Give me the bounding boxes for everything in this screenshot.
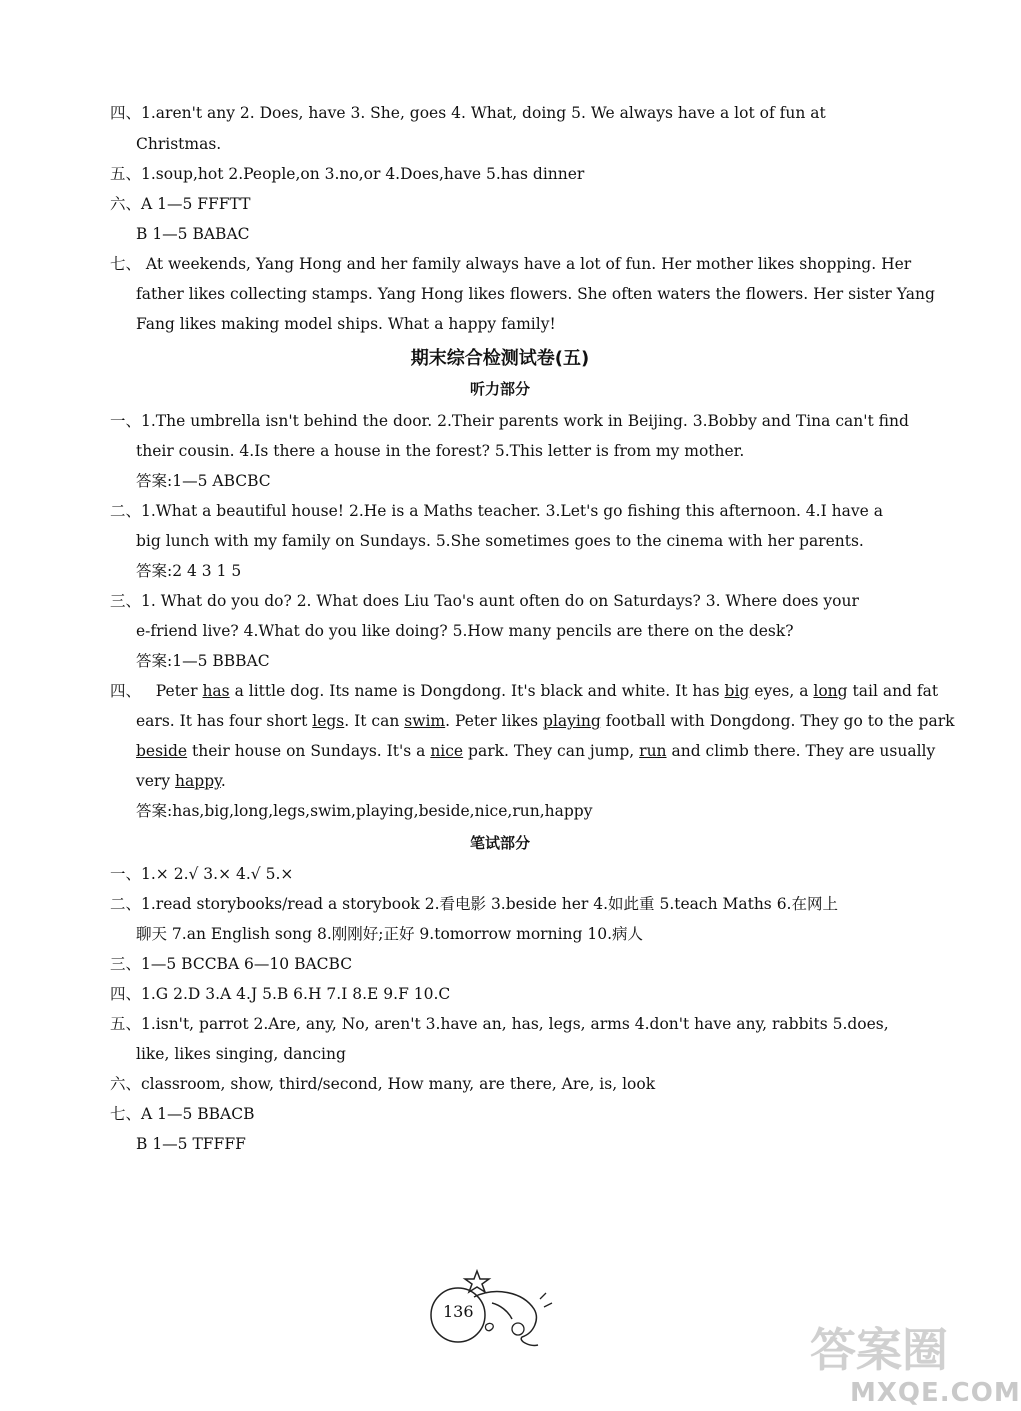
blank-word: nice — [430, 742, 464, 760]
blank-word: has — [202, 682, 230, 700]
section7-line1: 七、 At weekends, Yang Hong and her family always have a lot of fun. Her mother likes shopping. Her — [110, 255, 912, 273]
listening-q1-line1: 一、1.The umbrella isn't behind the door. 2.Their parents work in Beijing. 3.Bobby and Tina can't find — [110, 412, 909, 430]
written-q6: 六、classroom, show, third/second, How many, are there, Are, is, look — [110, 1075, 656, 1093]
listening-q4-line1 — [110, 681, 938, 701]
watermark-text: 答案圈 — [810, 1323, 948, 1377]
q4-text: football with Dongdong. They go to the park — [605, 712, 955, 730]
listening-q3-answer: 答案:1—5 BBBAC — [136, 652, 270, 670]
written-q5-line2: like, likes singing, dancing — [136, 1045, 346, 1063]
listening-q1-answer: 答案:1—5 ABCBC — [136, 472, 271, 490]
q4-text: their house on Sundays. It's a — [192, 742, 426, 760]
section7-line2: father likes collecting stamps. Yang Hong likes flowers. She often waters the flowers. Her sister Yang — [136, 285, 935, 303]
blank-word: big — [724, 682, 750, 700]
page-number: 136 — [443, 1302, 474, 1321]
listening-q2-answer: 答案:2 4 3 1 5 — [136, 562, 242, 580]
written-q7-a: 七、A 1—5 BBACB — [110, 1105, 255, 1123]
q4-text: park. They can jump, — [468, 742, 635, 760]
q4-text: . It can — [344, 712, 400, 730]
q4-text: a little dog. Its name is Dongdong. It's black and white. It has — [234, 682, 720, 700]
q4-text: ears. It has four short — [136, 712, 308, 730]
q4-text: . — [220, 772, 226, 790]
q4-text: eyes, a — [754, 682, 809, 700]
listening-q3-line1: 三、1. What do you do? 2. What does Liu Tao's aunt often do on Saturdays? 3. Where does your — [110, 592, 859, 610]
written-q1: 一、1.× 2.√ 3.× 4.√ 5.× — [110, 865, 294, 883]
blank-word: long — [813, 682, 848, 700]
q4-text: and climb there. They are usually — [671, 742, 936, 760]
section4-line2: Christmas. — [136, 135, 222, 153]
listening-q3-line2: e-friend live? 4.What do you like doing? 5.How many pencils are there on the desk? — [136, 622, 794, 640]
watermark-logo — [810, 1318, 990, 1378]
blank-word: beside — [136, 742, 188, 760]
exam-title: 期末综合检测试卷(五) — [410, 348, 590, 369]
listening-q2-line1: 二、1.What a beautiful house! 2.He is a Maths teacher. 3.Let's go fishing this afternoon. 4.I have a — [110, 502, 883, 520]
blank-word: swim — [404, 712, 446, 730]
written-title: 笔试部分 — [469, 834, 530, 852]
listening-q2-line2: big lunch with my family on Sundays. 5.She sometimes goes to the cinema with her parents. — [136, 532, 864, 550]
blank-word: happy — [175, 772, 221, 790]
section6-b: B 1—5 BABAC — [136, 225, 250, 243]
blank-word: run — [639, 742, 667, 760]
written-q4: 四、1.G 2.D 3.A 4.J 5.B 6.H 7.I 8.E 9.F 10.C — [110, 985, 451, 1003]
q4-text: . Peter likes — [445, 712, 539, 730]
q4-text: tail and fat — [852, 682, 939, 700]
written-q2-line2: 聊天 7.an English song 8.刚刚好;正好 9.tomorrow morning 10.病人 — [136, 925, 644, 943]
listening-q4-line2 — [136, 711, 955, 731]
section4-line1: 四、1.aren't any 2. Does, have 3. She, goes 4. What, doing 5. We always have a lot of fun at — [110, 104, 826, 122]
q4-text: Peter — [155, 682, 198, 700]
listening-q4-answer: 答案:has,big,long,legs,swim,playing,beside,nice,run,happy — [136, 802, 593, 820]
listening-title: 听力部分 — [469, 380, 530, 398]
q4-prefix: 四、 — [110, 682, 142, 700]
section6-a: 六、A 1—5 FFFTT — [110, 195, 251, 213]
section7-line3: Fang likes making model ships. What a happy family! — [136, 315, 556, 333]
written-q5-line1: 五、1.isn't, parrot 2.Are, any, No, aren't 3.have an, has, legs, arms 4.don't have any, rabbits 5.does, — [110, 1015, 889, 1033]
watermark-url: MXQE.COM — [850, 1378, 1021, 1408]
blank-word: legs — [312, 712, 345, 730]
written-q2-line1: 二、1.read storybooks/read a storybook 2.看电影 3.beside her 4.如此重 5.teach Maths 6.在网上 — [110, 895, 838, 913]
blank-word: playing — [543, 712, 601, 730]
listening-q4-line3 — [136, 741, 935, 761]
listening-q1-line2: their cousin. 4.Is there a house in the forest? 5.This letter is from my mother. — [136, 442, 745, 460]
section5-line: 五、1.soup,hot 2.People,on 3.no,or 4.Does,have 5.has dinner — [110, 165, 585, 183]
written-q7-b: B 1—5 TFFFF — [136, 1135, 246, 1153]
listening-q4-line4 — [136, 771, 226, 791]
written-q3: 三、1—5 BCCBA 6—10 BACBC — [110, 955, 353, 973]
q4-text: very — [136, 772, 171, 790]
